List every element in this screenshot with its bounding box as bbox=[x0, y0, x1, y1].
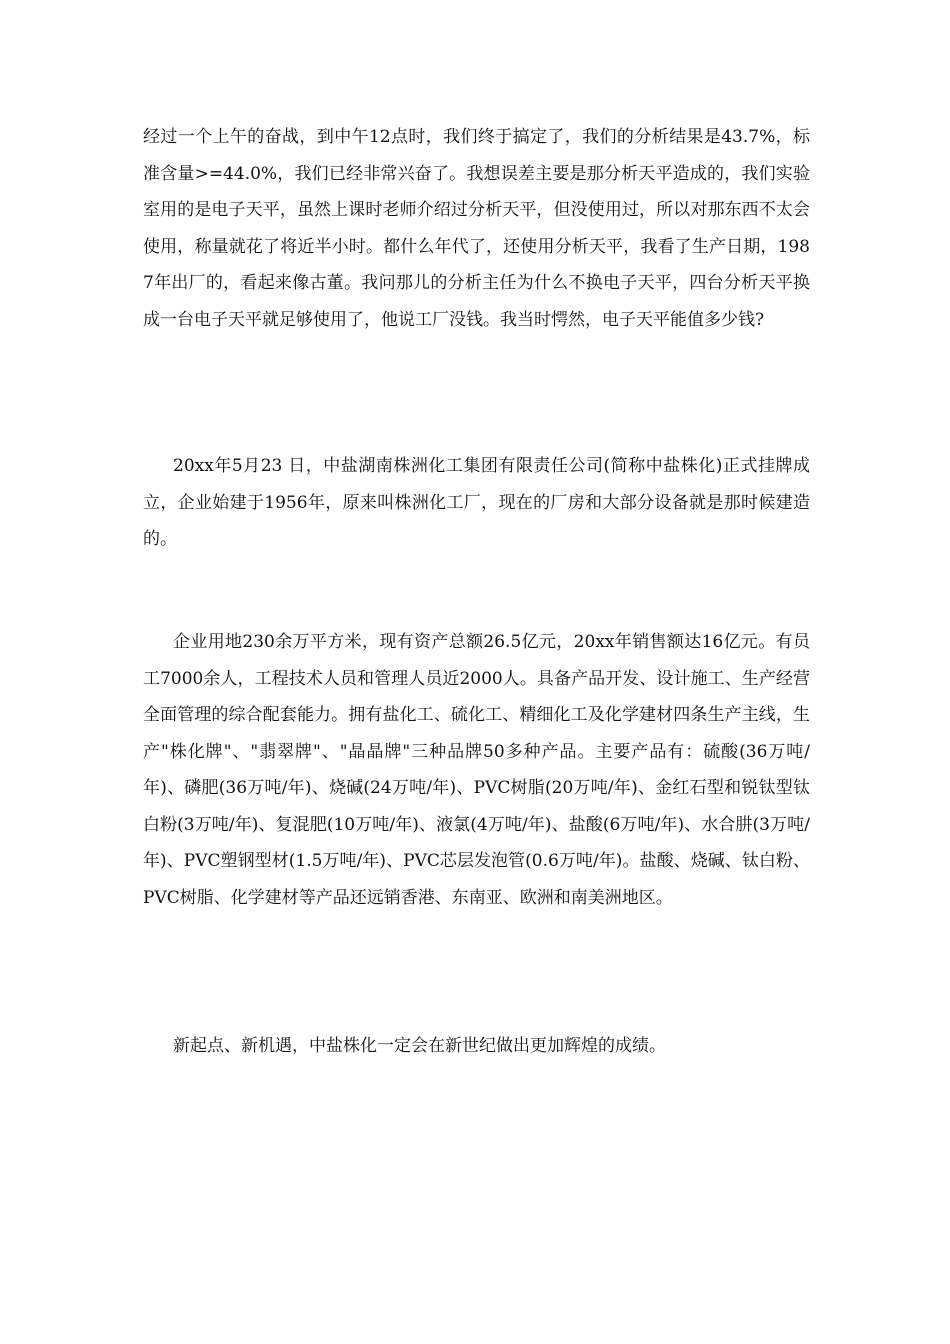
paragraph-company-founding: 20xx年5月23 日，中盐湖南株洲化工集团有限责任公司(简称中盐株化)正式挂牌成立，企业始建于1956年，原来叫株洲化工厂，现在的厂房和大部分设备就是那时候建造的。 bbox=[143, 456, 810, 549]
paragraph-test-result: 经过一个上午的奋战，到中午12点时，我们终于搞定了，我们的分析结果是43.7%，标准含量>=44.0%，我们已经非常兴奋了。我想误差主要是那分析天平造成的，我们实验室用的是电子天平，虽然上课时老师介绍过分析天平，但没使用过，所以对那东西不太会使用，称量就花了将近半小时。都什么年代了，还使用分析天平，我看了生产日期，1987年出厂的，看起来像古董。我问那儿的分析主任为什么不换电子天平，四台分析天平换成一台电子天平就足够使用了，他说工厂没钱。我当时愕然，电子天平能值多少钱? bbox=[143, 127, 810, 330]
paragraph-company-profile: 企业用地230余万平方米，现有资产总额26.5亿元，20xx年销售额达16亿元。有员工7000余人，工程技术人员和管理人员近2000人。具备产品开发、设计施工、生产经营全面管理的综合配套能力。拥有盐化工、硫化工、精细化工及化学建材四条生产主线，生产"株化牌"、"翡翠牌"、"晶晶牌"三种品牌50多种产品。主要产品有：硫酸(36万吨/年)、磷肥(36万吨/年)、烧碱(24万吨/年)、PVC树脂(20万吨/年)、金红石型和锐钛型钛白粉(3万吨/年)、复混肥(10万吨/年)、液氯(4万吨/年)、盐酸(6万吨/年)、水合肼(3万吨/年)、PVC塑钢型材(1.5万吨/年)、PVC芯层发泡管(0.6万吨/年)。盐酸、烧碱、钛白粉、PVC树脂、化学建材等产品还远销香港、东南亚、欧洲和南美洲地区。 bbox=[143, 632, 810, 908]
paragraph-closing: 新起点、新机遇，中盐株化一定会在新世纪做出更加辉煌的成绩。 bbox=[173, 1036, 666, 1056]
